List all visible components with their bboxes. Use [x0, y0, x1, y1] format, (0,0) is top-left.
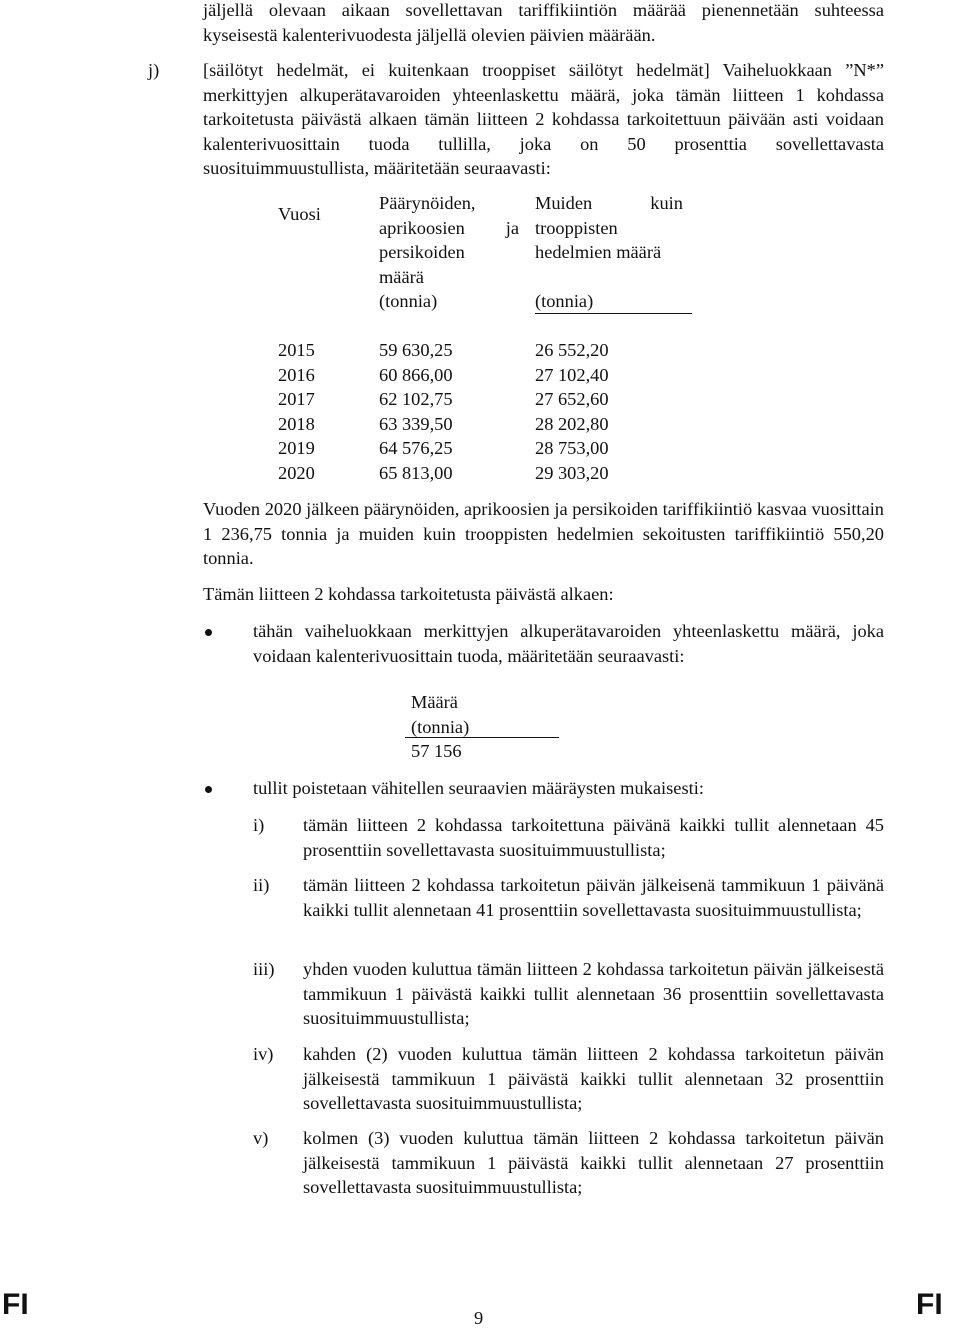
bullet1-paragraph: tähän vaiheluokkaan merkittyjen alkuperätavaroiden yhteenlaskettu määrä, joka voidaan kalenterivuosittain tuoda, määritetään seuraavasti: — [253, 621, 884, 666]
subitem-number: i) — [253, 815, 265, 835]
table1-cell-col1: 62 102,75 — [379, 389, 453, 410]
table2-header-rule — [405, 737, 559, 738]
subitem-number: ii) — [253, 875, 270, 895]
after-2020-paragraph: Vuoden 2020 jälkeen päärynöiden, aprikoosien ja persikoiden tariffikiintiö kasvaa vuosittain 1 236,75 tonnia ja muiden kuin trooppisten hedelmien sekoitusten tariffikiintiö 550,20 tonnia. — [203, 499, 884, 569]
table1-cell-col2: 28 753,00 — [535, 438, 609, 459]
bullet2-paragraph: tullit poistetaan vähitellen seuraavien määräysten mukaisesti: — [253, 778, 704, 798]
subitem-text: yhden vuoden kuluttua tämän liitteen 2 kohdassa tarkoitetun päivän jälkeisestä tammikuun 1 päivästä kaikki tullit alennetaan 36 prosenttiin sovellettavasta suosituimmuustullista; — [303, 959, 884, 1029]
table1-cell-col2: 28 202,80 — [535, 413, 609, 434]
table1-cell-col2: 27 652,60 — [535, 389, 609, 410]
table1-cell-col2: 29 303,20 — [535, 462, 609, 483]
table1-header-col1-line: aprikoosien ja — [379, 217, 519, 238]
subitem-number: iii) — [253, 959, 275, 979]
table1-header-col2-line: trooppisten — [535, 217, 618, 238]
table1-header-col2-line: hedelmien määrä — [535, 242, 662, 263]
table2-header-line: (tonnia) — [411, 716, 470, 737]
table1-header-col1-line: Päärynöiden, — [379, 193, 476, 213]
table1-row — [278, 387, 685, 412]
table1-header-year: Vuosi — [278, 204, 321, 224]
table1-cell-year: 2016 — [278, 364, 315, 385]
intro-paragraph: jäljellä olevaan aikaan sovellettavan tariffikiintiön määrää pienennetään suhteessa kyseisestä kalenterivuodesta jäljellä olevien päivien määrään. — [203, 0, 884, 45]
table1-cell-col1: 63 339,50 — [379, 413, 453, 434]
subitem-text: kolmen (3) vuoden kuluttua tämän liitteen 2 kohdassa tarkoitetun päivän jälkeisestä tammikuun 1 päivästä kaikki tullit alennetaan 27 prosenttiin sovellettavasta suosituimmuustullista; — [303, 1128, 884, 1198]
table1-header-col1 — [379, 191, 519, 314]
subitem-number: iv) — [253, 1044, 274, 1064]
table1-cell-col1: 59 630,25 — [379, 340, 453, 360]
table1-row — [278, 363, 685, 388]
item-j-label: j) — [148, 60, 160, 80]
table1-cell-year: 2017 — [278, 389, 315, 410]
table1-header-col1-line: persikoiden — [379, 242, 465, 263]
table1-cell-col2: 26 552,20 — [535, 340, 609, 360]
footer-language-right: FI — [916, 1288, 943, 1321]
table2-header-line: Määrä — [411, 692, 458, 712]
bullet-icon — [205, 629, 212, 636]
from-date-paragraph: Tämän liitteen 2 kohdassa tarkoitetusta päivästä alkaen: — [203, 584, 614, 604]
table1-cell-year: 2019 — [278, 438, 315, 459]
table1-header-col1-line: (tonnia) — [379, 291, 438, 312]
table1-row — [278, 436, 685, 461]
table1-header-col2 — [535, 191, 683, 314]
footer-language-left: FI — [2, 1288, 29, 1321]
table1-body — [278, 338, 685, 486]
table1-header-rule — [535, 313, 692, 314]
table1-cell-year: 2015 — [278, 340, 315, 360]
subitem-text: tämän liitteen 2 kohdassa tarkoitetun päivän jälkeisenä tammikuun 1 päivänä kaikki tullit alennetaan 41 prosenttiin sovellettavasta suosituimmuustullista; — [303, 875, 884, 920]
table1-header-col1-line: määrä — [379, 266, 424, 287]
table1-header-col2-line: Muiden kuin — [535, 193, 683, 213]
table2-header — [411, 690, 469, 739]
table1-cell-col1: 60 866,00 — [379, 364, 453, 385]
table1-cell-year: 2020 — [278, 462, 315, 483]
table1-cell-col2: 27 102,40 — [535, 364, 609, 385]
table1-cell-col1: 64 576,25 — [379, 438, 453, 459]
bullet-icon — [205, 786, 212, 793]
subitem-number: v) — [253, 1128, 269, 1148]
page-number: 9 — [474, 1308, 484, 1328]
table1-row — [278, 461, 685, 486]
table1-cell-col1: 65 813,00 — [379, 462, 453, 483]
table1-row — [278, 412, 685, 437]
item-j-paragraph: [säilötyt hedelmät, ei kuitenkaan trooppiset säilötyt hedelmät] Vaiheluokkaan ”N*” merkittyjen alkuperätavaroiden yhteenlaskettu määrä, joka tämän liitteen 1 kohdassa tarkoitetusta päivästä alkaen tämän liitteen 2 kohdassa tarkoitettuun päivään asti voidaan kalenterivuosittain tuoda tullilla, joka on 50 prosenttia sovellettavasta suosituimmuustullista, määritetään seuraavasti: — [203, 60, 884, 179]
subitem-text: tämän liitteen 2 kohdassa tarkoitettuna päivänä kaikki tullit alennetaan 45 prosenttiin sovellettavasta suosituimmuustullista; — [303, 815, 884, 860]
table1-cell-year: 2018 — [278, 413, 315, 434]
subitem-text: kahden (2) vuoden kuluttua tämän liitteen 2 kohdassa tarkoitetun päivän jälkeisestä tammikuun 1 päivästä kaikki tullit alennetaan 32 prosenttiin sovellettavasta suosituimmuustullista; — [303, 1044, 884, 1114]
table2-value: 57 156 — [411, 741, 462, 761]
table1-row — [278, 338, 685, 363]
table1-header-col2-line: (tonnia) — [535, 291, 594, 312]
